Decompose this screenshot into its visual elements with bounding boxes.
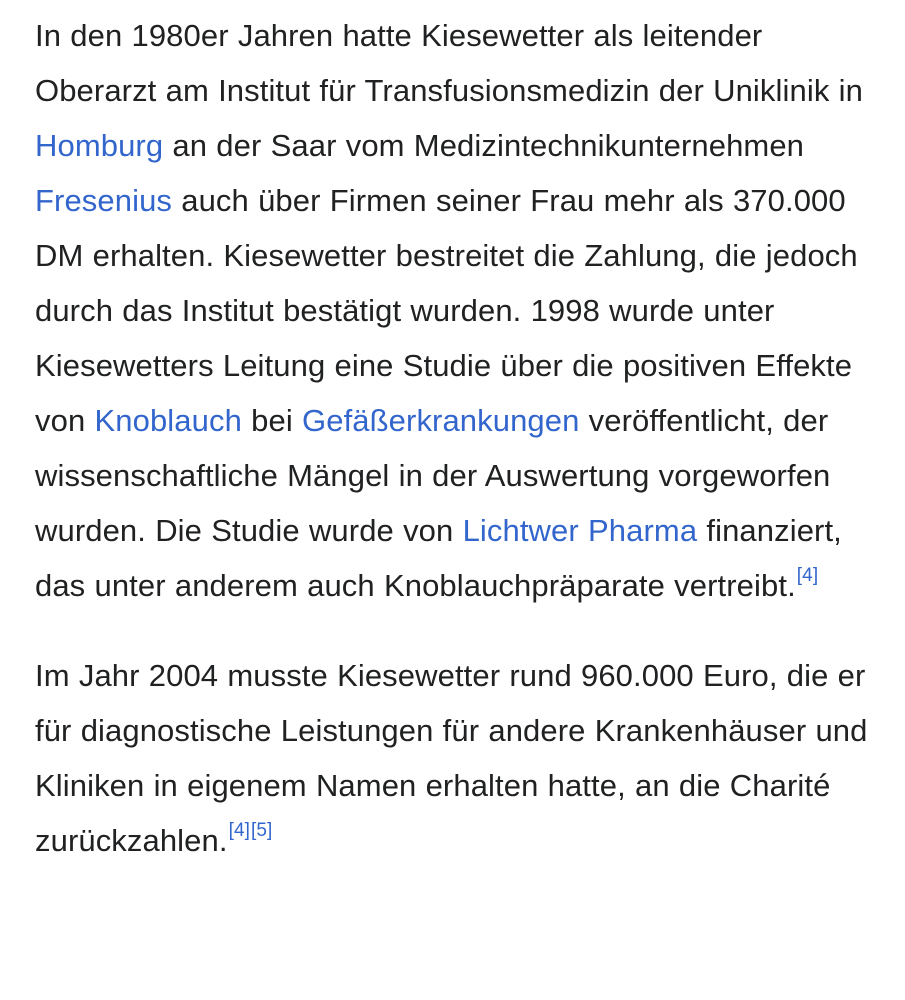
paragraph-1-text-4: bei [241,403,303,438]
paragraph-1-text-6: finanziert, das unter anderem auch Knoblauchpräparate vertreibt. [35,513,842,603]
paragraph-1-text-1: In den 1980er Jahren hatte Kiesewetter als leitender Oberarzt am Institut für Transfusionsmedizin der Uniklinik in [35,18,863,108]
reference-4-second-link[interactable]: [4] [228,820,251,841]
reference-4[interactable] [797,565,818,586]
reference-5[interactable] [251,820,272,841]
paragraph-1 [35,8,875,613]
paragraph-1-text-2: an der Saar vom Medizintechnikunternehmen [163,128,805,163]
paragraph-2 [35,648,875,868]
link-fresenius[interactable]: Fresenius [35,183,173,218]
reference-4-second[interactable] [229,820,250,841]
link-homburg[interactable]: Homburg [35,128,164,163]
paragraph-2-text-1: Im Jahr 2004 musste Kiesewetter rund 960.000 Euro, die er für diagnostische Leistungen für andere Krankenhäuser und Kliniken in eigenem Namen erhalten hatte, an die Charité zurückzahlen. [35,658,868,858]
link-lichtwer-pharma[interactable]: Lichtwer Pharma [462,513,698,548]
link-gefaesserkrankungen[interactable]: Gefäßerkrankungen [302,403,580,438]
reference-4-link[interactable]: [4] [796,565,819,586]
paragraph-1-text-5: veröffentlicht, der wissenschaftliche Mängel in der Auswertung vorgeworfen wurden. Die Studie wurde von [35,403,831,548]
link-knoblauch[interactable]: Knoblauch [94,403,242,438]
reference-5-link[interactable]: [5] [251,820,273,841]
paragraph-1-text-3: auch über Firmen seiner Frau mehr als 370.000 DM erhalten. Kiesewetter bestreitet die Zahlung, die jedoch durch das Institut bestätigt wurden. 1998 wurde unter Kiesewetters Leitung eine Studie über die positiven Effekte von [35,183,858,438]
